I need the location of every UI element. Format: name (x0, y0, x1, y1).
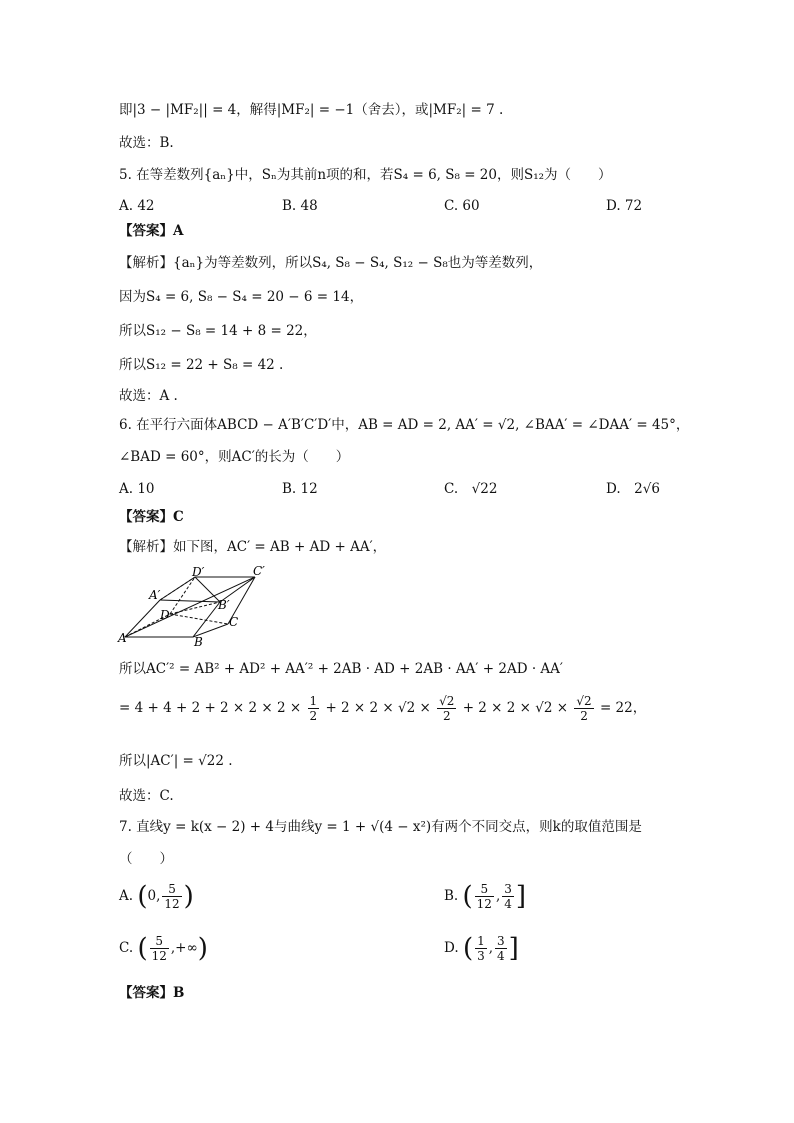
diagonal (195, 577, 220, 602)
fraction: $\frac{√2}{2}$ (576, 694, 592, 723)
option-c: C. √22 (444, 481, 498, 497)
term: + 2 × 2 × √2 × (462, 700, 569, 716)
answer-line: 【答案】A (119, 223, 184, 239)
term: = 22， (599, 700, 647, 716)
hidden-edge (170, 614, 228, 624)
text-line: 所以AC′² = AB² + AD² + AA′² + 2AB · AD + 2AB · AA′ + 2AD · AA′ (119, 661, 563, 677)
text-line: 所以S₁₂ = 22 + S₈ = 42 . (119, 357, 284, 373)
option-c: C. ( $\frac{5}{12}$ ,+∞) (119, 933, 208, 964)
hidden-edge (160, 577, 195, 600)
question-7: 7. 直线y = k(x − 2) + 4与曲线y = 1 + √(4 − x²)有两个不同交点，则k的取值范围是 (119, 819, 642, 835)
text-line: 故选：B. (119, 135, 174, 151)
term: = 4 + 4 + 2 + 2 × 2 × 2 × (119, 700, 302, 716)
option-c: C. 60 (444, 198, 480, 214)
question-5: 5. 在等差数列{aₙ}中，Sₙ为其前n项的和，若S₄ = 6, S₈ = 20，则S₁₂为（ ） (119, 167, 612, 183)
option-b: B. 48 (282, 198, 318, 214)
answer-line: 【答案】C (119, 509, 184, 525)
text-line: 所以|AC′| = √22 . (119, 753, 233, 769)
equation-line (119, 694, 646, 723)
option-d: D. 2√6 (606, 481, 660, 497)
edge (160, 600, 220, 602)
question-6: 6. 在平行六面体ABCD − A′B′C′D′中，AB = AD = 2, AA′ = √2, ∠BAA′ = ∠DAA′ = 45°， (119, 417, 690, 433)
option-a: A. 42 (119, 198, 155, 214)
text-line: 故选：C. (119, 788, 174, 804)
analysis-line: 【解析】{aₙ}为等差数列，所以S₄, S₈ − S₄, S₁₂ − S₈也为等差数列， (119, 255, 543, 271)
vertex-label: A′ (149, 588, 161, 602)
vertex-label: D′ (192, 565, 205, 579)
text-line: 即|3 − |MF₂|| = 4，解得|MF₂| = −1（舍去），或|MF₂| = 7 . (119, 102, 504, 118)
vertex-label: C′ (253, 564, 265, 578)
option-a: A. (0, $\frac{5}{12}$ ) (119, 881, 194, 912)
option-d: D. ( $\frac{1}{3}$ , $\frac{3}{4}$ ] (444, 933, 519, 964)
text-line: 所以S₁₂ − S₈ = 14 + 8 = 22， (119, 323, 317, 339)
fraction: $\frac{1}{2}$ (309, 694, 318, 723)
option-d: D. 72 (606, 198, 643, 214)
vertex-label: D (160, 608, 170, 622)
analysis-line: 【解析】如下图，AC′ = AB + AD + AA′， (119, 539, 387, 555)
option-a: A. 10 (119, 481, 155, 497)
vertex-label: C (229, 615, 239, 629)
answer-line: 【答案】B (119, 985, 185, 1001)
vertex-label: A (118, 631, 127, 645)
edge (125, 600, 160, 637)
text-line: ∠BAD = 60°，则AC′的长为（ ） (119, 449, 350, 465)
option-b: B. ( $\frac{5}{12}$ , $\frac{3}{4}$ ] (444, 881, 527, 912)
vertex-label: B′ (218, 598, 230, 612)
term: + 2 × 2 × √2 × (325, 700, 431, 716)
text-line: 故选：A . (119, 388, 178, 404)
option-b: B. 12 (282, 481, 318, 497)
text-line: 因为S₄ = 6, S₈ − S₄ = 20 − 6 = 14， (119, 289, 364, 305)
fraction: $\frac{√2}{2}$ (439, 694, 455, 723)
vertex-label: B (194, 635, 203, 649)
text-line: （ ） (119, 851, 173, 867)
parallelepiped-figure (115, 564, 275, 652)
